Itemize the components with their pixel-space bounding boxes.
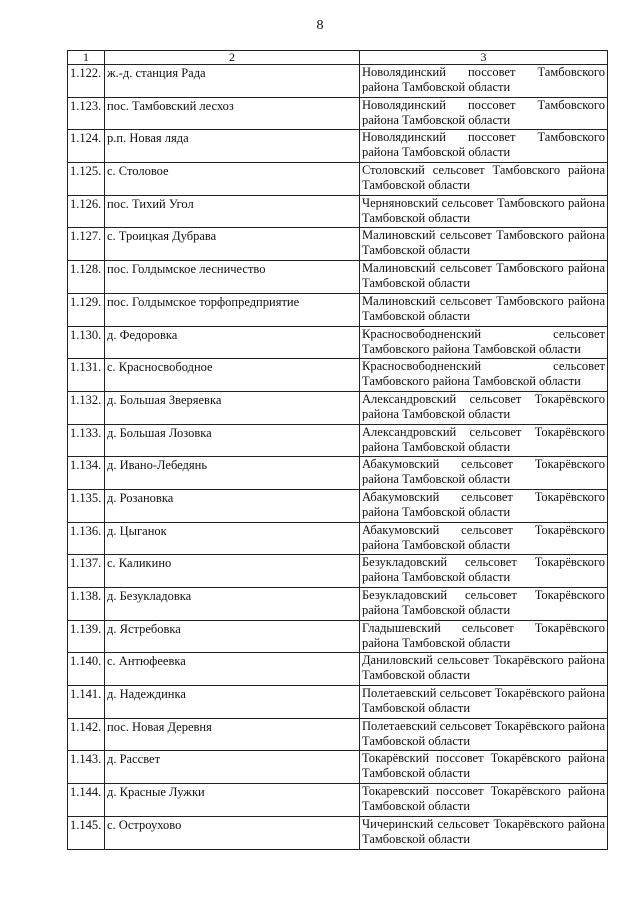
settlement-name: пос. Тамбовский лесхоз xyxy=(105,97,360,130)
row-number: 1.126. xyxy=(68,195,105,228)
table-row xyxy=(68,293,608,326)
table-row xyxy=(68,391,608,424)
row-number: 1.135. xyxy=(68,489,105,522)
settlement-name: д. Рассвет xyxy=(105,751,360,784)
municipality-name: Чичеринский сельсовет Токарёвского района Тамбовской области xyxy=(360,816,608,849)
row-number: 1.125. xyxy=(68,163,105,196)
row-number: 1.129. xyxy=(68,293,105,326)
row-number: 1.131. xyxy=(68,359,105,392)
row-number: 1.128. xyxy=(68,261,105,294)
settlement-name: с. Каликино xyxy=(105,555,360,588)
municipality-name: Красносвободненский сельсовет Тамбовского района Тамбовской области xyxy=(360,359,608,392)
municipality-name: Александровский сельсовет Токарёвского района Тамбовской области xyxy=(360,424,608,457)
municipality-name: Александровский сельсовет Токарёвского района Тамбовской области xyxy=(360,391,608,424)
settlement-name: д. Большая Лозовка xyxy=(105,424,360,457)
page-number: 8 xyxy=(316,18,324,33)
settlement-name: с. Столовое xyxy=(105,163,360,196)
municipality-name: Новолядинский поссовет Тамбовского района Тамбовской области xyxy=(360,65,608,98)
settlement-name: пос. Тихий Угол xyxy=(105,195,360,228)
municipality-name: Полетаевский сельсовет Токарёвского района Тамбовской области xyxy=(360,686,608,719)
settlement-name: д. Федоровка xyxy=(105,326,360,359)
settlement-name: с. Антюфеевка xyxy=(105,653,360,686)
settlement-name: пос. Новая Деревня xyxy=(105,718,360,751)
row-number: 1.139. xyxy=(68,620,105,653)
municipality-name: Малиновский сельсовет Тамбовского района Тамбовской области xyxy=(360,228,608,261)
row-number: 1.124. xyxy=(68,130,105,163)
settlement-name: д. Красные Лужки xyxy=(105,784,360,817)
table-row xyxy=(68,588,608,621)
column-header-1: 1 xyxy=(68,51,105,65)
municipality-name: Гладышевский сельсовет Токарёвского района Тамбовской области xyxy=(360,620,608,653)
settlement-name: р.п. Новая ляда xyxy=(105,130,360,163)
settlement-name: д. Цыганок xyxy=(105,522,360,555)
settlement-name: д. Ивано-Лебедянь xyxy=(105,457,360,490)
settlement-name: с. Остроухово xyxy=(105,816,360,849)
row-number: 1.138. xyxy=(68,588,105,621)
column-header-3: 3 xyxy=(360,51,608,65)
municipality-name: Токарёвский поссовет Токарёвского района Тамбовской области xyxy=(360,751,608,784)
table-row xyxy=(68,784,608,817)
municipality-name: Даниловский сельсовет Токарёвского района Тамбовской области xyxy=(360,653,608,686)
table-row xyxy=(68,261,608,294)
municipality-name: Полетаевский сельсовет Токарёвского района Тамбовской области xyxy=(360,718,608,751)
row-number: 1.140. xyxy=(68,653,105,686)
table-row xyxy=(68,718,608,751)
municipality-name: Красносвободненский сельсовет Тамбовского района Тамбовской области xyxy=(360,326,608,359)
table-row xyxy=(68,653,608,686)
table-row xyxy=(68,620,608,653)
column-header-2: 2 xyxy=(105,51,360,65)
row-number: 1.132. xyxy=(68,391,105,424)
table-row xyxy=(68,326,608,359)
table-row xyxy=(68,195,608,228)
municipality-name: Абакумовский сельсовет Токарёвского района Тамбовской области xyxy=(360,489,608,522)
settlement-name: д. Безукладовка xyxy=(105,588,360,621)
table-row xyxy=(68,457,608,490)
row-number: 1.130. xyxy=(68,326,105,359)
table-row xyxy=(68,816,608,849)
settlement-name: д. Надеждинка xyxy=(105,686,360,719)
settlement-name: пос. Голдымское лесничество xyxy=(105,261,360,294)
table-row xyxy=(68,751,608,784)
municipality-name: Столовский сельсовет Тамбовского района Тамбовской области xyxy=(360,163,608,196)
row-number: 1.142. xyxy=(68,718,105,751)
row-number: 1.136. xyxy=(68,522,105,555)
row-number: 1.134. xyxy=(68,457,105,490)
row-number: 1.143. xyxy=(68,751,105,784)
table-row xyxy=(68,228,608,261)
settlement-name: д. Большая Зверяевка xyxy=(105,391,360,424)
table-row xyxy=(68,130,608,163)
municipality-name: Абакумовский сельсовет Токарёвского района Тамбовской области xyxy=(360,522,608,555)
table-row xyxy=(68,555,608,588)
row-number: 1.123. xyxy=(68,97,105,130)
table-header-row xyxy=(68,51,608,65)
row-number: 1.141. xyxy=(68,686,105,719)
table-row xyxy=(68,424,608,457)
row-number: 1.133. xyxy=(68,424,105,457)
table-row xyxy=(68,163,608,196)
table-row xyxy=(68,489,608,522)
row-number: 1.145. xyxy=(68,816,105,849)
settlement-name: ж.-д. станция Рада xyxy=(105,65,360,98)
row-number: 1.122. xyxy=(68,65,105,98)
table-row xyxy=(68,97,608,130)
row-number: 1.137. xyxy=(68,555,105,588)
settlement-name: пос. Голдымское торфопредприятие xyxy=(105,293,360,326)
municipality-name: Новолядинский поссовет Тамбовского района Тамбовской области xyxy=(360,97,608,130)
row-number: 1.144. xyxy=(68,784,105,817)
settlement-name: д. Ястребовка xyxy=(105,620,360,653)
table-row xyxy=(68,65,608,98)
municipality-name: Абакумовский сельсовет Токарёвского района Тамбовской области xyxy=(360,457,608,490)
municipality-name: Безукладовский сельсовет Токарёвского района Тамбовской области xyxy=(360,588,608,621)
municipality-name: Новолядинский поссовет Тамбовского района Тамбовской области xyxy=(360,130,608,163)
municipality-name: Токаревский поссовет Токарёвского района Тамбовской области xyxy=(360,784,608,817)
settlement-name: д. Розановка xyxy=(105,489,360,522)
table-row xyxy=(68,686,608,719)
settlement-name: с. Троицкая Дубрава xyxy=(105,228,360,261)
table-row xyxy=(68,359,608,392)
table-row xyxy=(68,522,608,555)
settlements-table xyxy=(67,50,608,850)
municipality-name: Малиновский сельсовет Тамбовского района Тамбовской области xyxy=(360,293,608,326)
table-body xyxy=(68,65,608,850)
row-number: 1.127. xyxy=(68,228,105,261)
municipality-name: Безукладовский сельсовет Токарёвского района Тамбовской области xyxy=(360,555,608,588)
settlement-name: с. Красносвободное xyxy=(105,359,360,392)
municipality-name: Черняновский сельсовет Тамбовского района Тамбовской области xyxy=(360,195,608,228)
municipality-name: Малиновский сельсовет Тамбовского района Тамбовской области xyxy=(360,261,608,294)
